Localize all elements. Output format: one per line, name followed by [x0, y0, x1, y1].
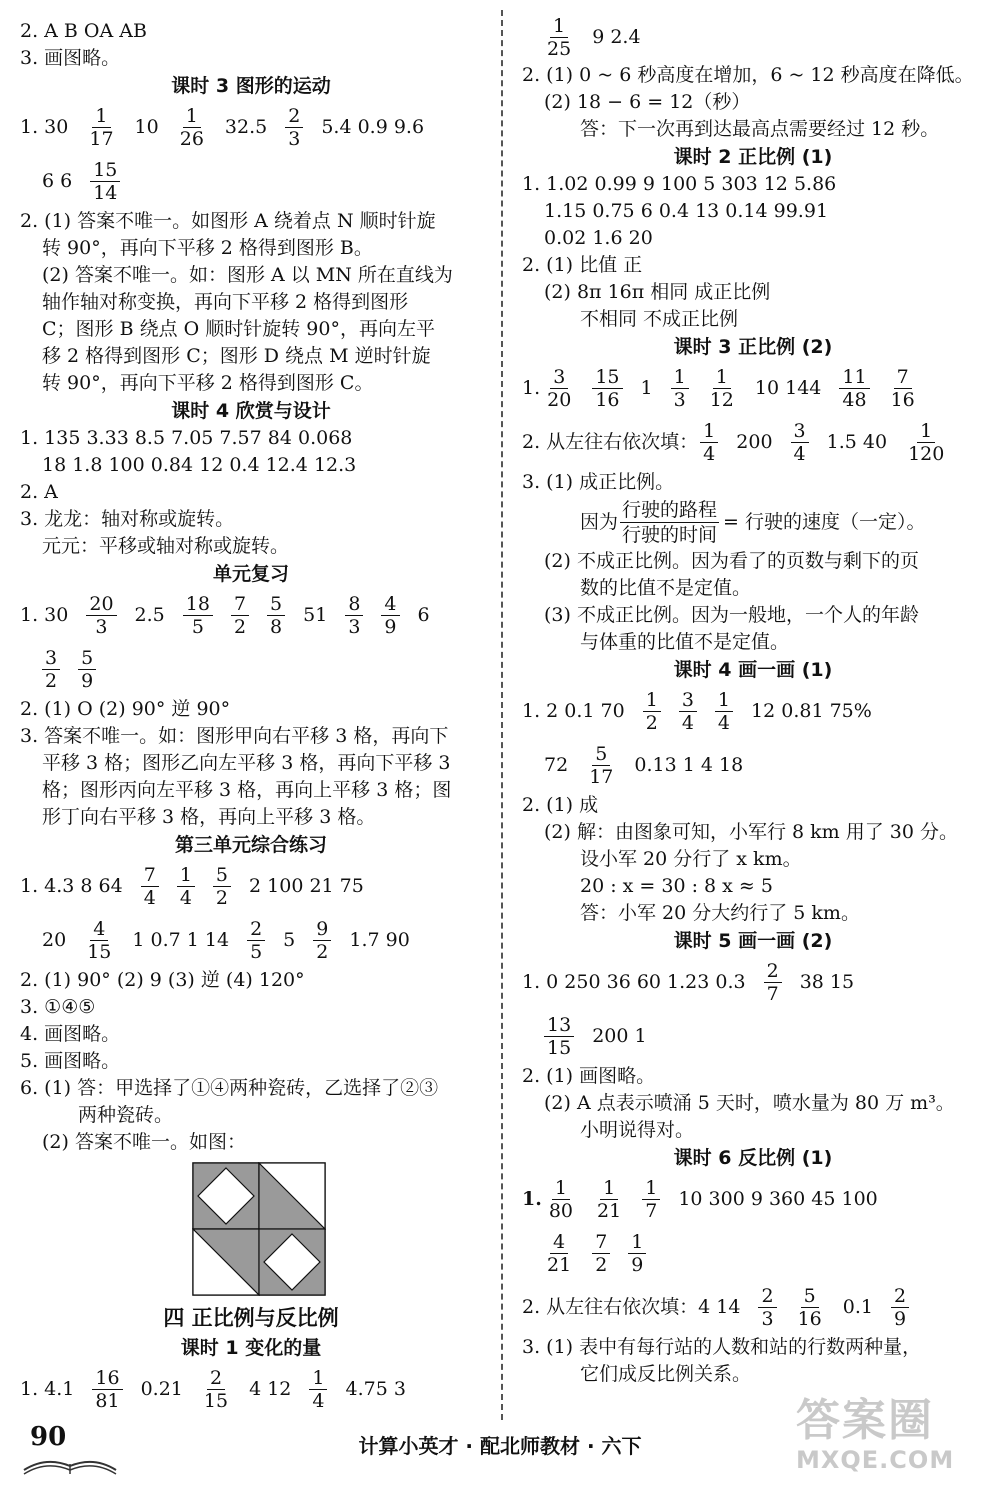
answer-line: 2. A B OA AB	[20, 20, 147, 42]
answer-line: 小明说得对。	[580, 1119, 695, 1141]
right-column	[522, 14, 984, 1388]
answer-line: 13 15 200 1	[522, 1009, 984, 1063]
fraction: 9 2	[313, 918, 331, 963]
fraction: 7 2	[592, 1231, 610, 1276]
section-heading: 课时 1 变化的量	[180, 1337, 322, 1359]
answer-line: 2. (1) 比值 正	[522, 254, 643, 276]
answer-line: 2. 从左往右依次填：4 14 2 3 5 16 0.1 2 9	[522, 1280, 984, 1334]
answer-line: 18 1.8 100 0.84 12 0.4 12.4 12.3	[42, 454, 357, 476]
fraction: 1 4	[177, 864, 195, 909]
answer-line: 2. (1) 90° (2) 9 (3) 逆 (4) 120°	[20, 969, 305, 991]
answer-line: 数的比值不是定值。	[580, 577, 752, 599]
fraction: 7 4	[141, 864, 159, 909]
fraction: 2 7	[764, 960, 782, 1005]
fraction: 15 14	[90, 159, 120, 204]
answer-line: 1. 4.3 8 64 7 4 1 4 5 2 2 100 21 75	[20, 863, 364, 909]
fraction: 1 2	[643, 689, 661, 734]
answer-line: 3. 答案不唯一。如：图形甲向右平移 3 格，再向下	[20, 725, 449, 747]
fraction: 1 4	[700, 420, 718, 465]
answer-line: 1. 3 20 15 16 1 1 3 1 12 10 144 11 48 7 16	[522, 361, 984, 415]
answer-line: 6 6 15 14	[20, 154, 482, 208]
answer-line: 3. 画图略。	[20, 47, 121, 69]
answer-line	[20, 642, 482, 696]
answer-line: 两种瓷砖。	[78, 1104, 174, 1126]
answer-line: 2. (1) 成	[522, 794, 599, 816]
section-heading: 单元复习	[212, 563, 289, 585]
fraction: 4 15	[87, 917, 112, 963]
fraction: 1 4	[715, 689, 733, 734]
fraction: 3 2	[42, 647, 60, 692]
answer-line: 与体重的比值不是定值。	[580, 631, 790, 653]
fraction: 1 25	[547, 14, 572, 60]
fraction: 2 5	[247, 918, 265, 963]
fraction: 2 9	[891, 1285, 909, 1330]
fraction: 4 9	[381, 593, 399, 638]
tile-pattern-figure	[192, 1162, 326, 1296]
answer-line: 1 25 9 2.4	[522, 12, 984, 62]
answer-line: 4. 画图略。	[20, 1023, 121, 1045]
answer-line: 20 : x = 30 : 8 x ≈ 5	[580, 875, 773, 897]
answer-line: 2. (1) O (2) 90° 逆 90°	[20, 698, 231, 720]
answer-line: 1. 30 1 17 10 1 26 32.5 2 3 5.4 0.9 9.6	[20, 104, 425, 150]
column-divider	[501, 10, 503, 1420]
answer-line: 2. (1) 0 ~ 6 秒高度在增加，6 ~ 12 秒高度在降低。	[522, 64, 974, 86]
fraction: 2 3	[285, 105, 303, 150]
chapter-heading: 四 正比例与反比例	[163, 1306, 339, 1330]
fraction: 16 81	[92, 1367, 122, 1412]
section-heading: 课时 5 画一画 (2)	[673, 930, 833, 952]
answer-line: 2. A	[20, 481, 58, 503]
page-number: 90	[30, 1422, 67, 1452]
fraction: 3 20	[547, 365, 572, 411]
watermark-url: MXQE.COM	[796, 1446, 955, 1474]
watermark	[796, 1396, 986, 1482]
book-title: 计算小英才 · 配北师教材 · 六下	[358, 1434, 642, 1458]
fraction: 13 15	[544, 1014, 574, 1059]
answer-line: (2) 不成正比例。因为看了的页数与剩下的页	[544, 550, 919, 572]
section-heading: 课时 4 画一画 (1)	[673, 659, 833, 681]
answer-line: 2. (1) 画图略。	[522, 1065, 656, 1087]
fraction: 1 120	[908, 419, 945, 465]
fraction: 4 21	[547, 1230, 572, 1276]
answer-line: 2. (1) 答案不唯一。如图形 A 绕着点 N 顺时针旋	[20, 210, 436, 232]
answer-line: 1. 30 20 3 2.5 18 5 7 2 5 8 51 8 3 4 9 6	[20, 592, 430, 638]
answer-line: 1. 0 250 36 60 1.23 0.3 2 7 38 15	[522, 959, 855, 1005]
fraction: 1 80	[548, 1176, 574, 1222]
fraction: 2 15	[203, 1366, 229, 1412]
answer-line: 轴作轴对称变换，再向下平移 2 格得到图形	[42, 291, 409, 313]
answer-line: 1.15 0.75 6 0.4 13 0.14 99.91	[544, 200, 829, 222]
answer-line: 3. (1) 表中有每行站的人数和站的行数两种量，	[522, 1336, 922, 1358]
fraction: 1 4	[309, 1367, 327, 1412]
answer-line: 20 4 15 1 0.7 1 14 2 5 5 9 2 1.7 90	[42, 917, 410, 963]
fraction: 18 5	[183, 593, 213, 638]
fraction: 1 17	[89, 104, 114, 150]
answer-line: (2) 解：由图象可知，小军行 8 km 用了 30 分。	[544, 821, 958, 843]
section-heading: 课时 3 正比例 (2)	[673, 336, 833, 358]
answer-line: 0.02 1.6 20	[544, 227, 653, 249]
answer-line: (2) 答案不唯一。如图：	[42, 1131, 246, 1153]
answer-line: 1. 135 3.33 8.5 7.05 7.57 84 0.068	[20, 427, 353, 449]
fraction: 5 8	[267, 593, 285, 638]
answer-line: 2. 从左往右依次填： 1 4 200 3 4 1.5 40 1 120	[522, 415, 984, 469]
fraction: 3 4	[679, 689, 697, 734]
answer-line: 转 90°，再向下平移 2 格得到图形 C。	[42, 372, 374, 394]
fraction: 1 21	[597, 1176, 622, 1222]
fraction: 5 2	[213, 864, 231, 909]
answer-line: 1. 4.1 16 81 0.21 2 15 4 12 1 4 4.75 3	[20, 1366, 406, 1412]
answer-line: 6. (1) 答：甲选择了①④两种瓷砖，乙选择了②③	[20, 1077, 439, 1099]
answer-line: 它们成反比例关系。	[580, 1363, 752, 1385]
fraction: 11 48	[839, 366, 869, 411]
answer-line: 不相同 不成正比例	[580, 308, 739, 330]
fraction: 8 3	[345, 593, 363, 638]
fraction: 1 12	[709, 365, 734, 411]
answer-line: 5. 画图略。	[20, 1050, 121, 1072]
answer-line: 移 2 格得到图形 C；图形 D 绕点 M 逆时针旋	[42, 345, 431, 367]
fraction: 5 9	[78, 647, 96, 692]
answer-line: 1. 1.02 0.99 9 100 5 303 12 5.86	[522, 173, 837, 195]
answer-line	[522, 1226, 984, 1280]
section-heading: 第三单元综合练习	[174, 834, 327, 856]
answer-line: 设小军 20 分行了 x km。	[580, 848, 802, 870]
answer-line: 72 5 17 0.13 1 4 18	[544, 742, 744, 788]
fraction: 1 3	[671, 366, 689, 411]
answer-line: 转 90°，再向下平移 2 格得到图形 B。	[42, 237, 373, 259]
fraction: 1 7	[642, 1177, 660, 1222]
answer-line: (2) 18 − 6 = 12（秒）	[544, 91, 751, 113]
answer-line: (2) 答案不唯一。如：图形 A 以 MN 所在直线为	[42, 264, 453, 286]
answer-line: 元元：平移或轴对称或旋转。	[42, 535, 290, 557]
fraction: 20 3	[86, 593, 116, 638]
fraction: 3 4	[791, 420, 809, 465]
fraction: 7 2	[231, 593, 249, 638]
fraction: 1 26	[179, 104, 204, 150]
answer-line: 3. (1) 成正比例。	[522, 471, 675, 493]
fraction: 2 3	[758, 1285, 776, 1330]
section-heading: 课时 6 反比例 (1)	[673, 1147, 833, 1169]
word-fraction: 行驶的路程 行驶的时间	[622, 498, 718, 546]
answer-line: (2) 8π 16π 相同 成正比例	[544, 281, 771, 303]
fraction: 5 16	[797, 1284, 822, 1330]
fraction: 15 16	[592, 366, 622, 411]
answer-line: (3) 不成正比例。因为一般地，一个人的年龄	[544, 604, 919, 626]
answer-line: 答：小军 20 分大约行了 5 km。	[580, 902, 860, 924]
fraction: 7 16	[890, 365, 915, 411]
left-column	[20, 18, 482, 1416]
watermark-logo-text: 答案圈	[796, 1395, 934, 1446]
fraction: 1 9	[628, 1231, 646, 1276]
answer-line: 因为 行驶的路程 行驶的时间 = 行驶的速度（一定）。	[580, 498, 926, 546]
answer-line: (2) A 点表示喷涌 5 天时，喷水量为 80 万 m³。	[544, 1092, 955, 1114]
answer-line: 1. 2 0.1 70 1 2 3 4 1 4 12 0.81 75%	[522, 688, 872, 734]
section-heading: 课时 2 正比例 (1)	[673, 146, 833, 168]
section-heading: 课时 3 图形的运动	[171, 75, 331, 97]
answer-line: 3. 龙龙：轴对称或旋转。	[20, 508, 235, 530]
answer-line: 格；图形丙向左平移 3 格，再向上平移 3 格；图	[42, 779, 452, 801]
section-heading: 课时 4 欣赏与设计	[171, 400, 331, 422]
answer-line: 答：下一次再到达最高点需要经过 12 秒。	[580, 118, 940, 140]
fraction: 5 17	[589, 742, 614, 788]
answer-line: 形丁向右平移 3 格，再向上平移 3 格。	[42, 806, 376, 828]
answer-line: C；图形 B 绕点 O 顺时针旋转 90°，再向左平	[42, 318, 435, 340]
answer-line: 3. ①④⑤	[20, 996, 96, 1018]
answer-line: 1. 1 80 1 21 1 7 10 300 9 360 45 100	[522, 1176, 878, 1222]
answer-line: 平移 3 格；图形乙向左平移 3 格，再向下平移 3	[42, 752, 451, 774]
